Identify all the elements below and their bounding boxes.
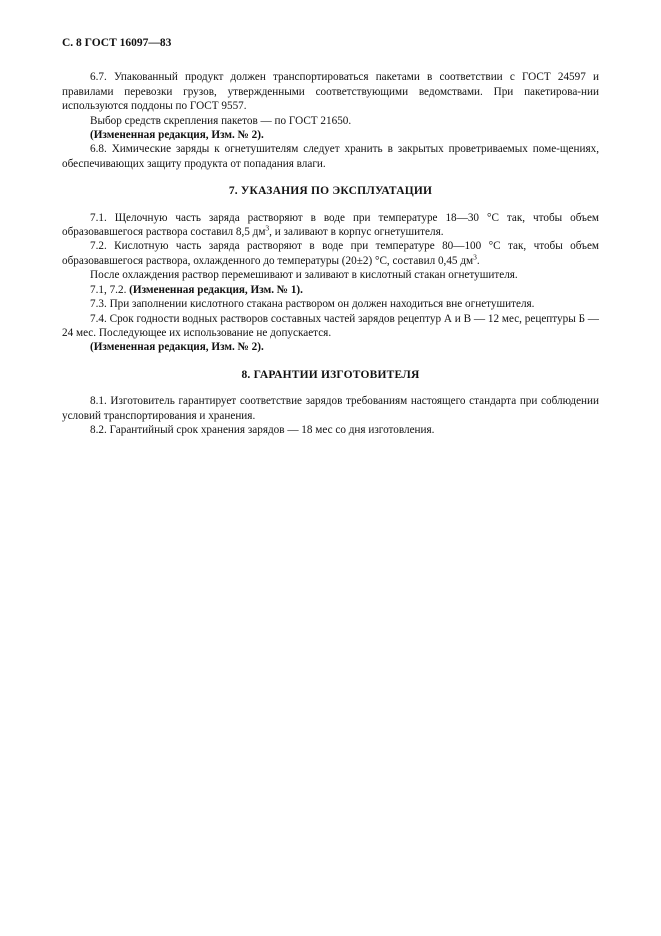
page-header: С. 8 ГОСТ 16097—83 <box>62 37 172 49</box>
paragraph-6-8: 6.8. Химические заряды к огнетушителям следует хранить в закрытых проветриваемых поме-щениях, обеспечивающих защиту продукта от попадания влаги. <box>62 143 599 170</box>
amendment-text: (Измененная редакция, Изм. № 1). <box>129 283 303 296</box>
paragraph-fasteners: Выбор средств скрепления пакетов — по ГОСТ 21650. <box>90 114 352 127</box>
paragraph-7-2-text: 7.2. Кислотную часть заряда растворяют в воде при температуре 80—100 °С так, чтобы объем образовавшегося раствора, охлажденного до температуры (20±2) °С, составил 0,45 дм <box>62 240 599 267</box>
amendment-note-7-1 <box>62 283 599 297</box>
paragraph-after-cooling: После охлаждения раствор перемешивают и заливают в кислотный стакан огнетушителя. <box>90 269 518 282</box>
paragraph-7-3: 7.3. При заполнении кислотного стакана раствором он должен находиться вне огнетушителя. <box>90 298 535 311</box>
paragraph-8-2: 8.2. Гарантийный срок хранения зарядов — 18 мес со дня изготовления. <box>90 423 435 436</box>
superscript-3: 3 <box>265 223 270 233</box>
paragraph-6-7: 6.7. Упакованный продукт должен транспортироваться пакетами в соответствии с ГОСТ 24597 и правилами перевозки грузов, утвержденными соответствующими ведомствами. При пакетирова-нии используются поддоны по ГОСТ 9557. <box>62 71 599 113</box>
paragraph-7-4: 7.4. Срок годности водных растворов составных частей зарядов рецептур А и В — 12 мес, рецептуры Б — 24 мес. Последующее их использование не допускается. <box>62 312 599 339</box>
paragraph-7-2-tail: . <box>476 254 480 267</box>
paragraph-7-1-text: 7.1. Щелочную часть заряда растворяют в воде при температуре 18—30 °С так, чтобы объем образовавшегося раствора составил 8,5 дм <box>62 211 599 239</box>
document-page <box>62 36 599 437</box>
paragraph-7-2 <box>62 239 599 268</box>
amendment-note-2: (Измененная редакция, Изм. № 2). <box>90 341 264 354</box>
paragraph-7-1 <box>62 211 599 240</box>
amendment-prefix: 7.1, 7.2. <box>90 283 127 296</box>
paragraph-7-1-tail: , и заливают в корпус огнетушителя. <box>269 226 444 239</box>
amendment-note-1: (Измененная редакция, Изм. № 2). <box>90 129 264 142</box>
superscript-3: 3 <box>473 252 477 262</box>
section-8-title: 8. ГАРАНТИИ ИЗГОТОВИТЕЛЯ <box>241 368 420 381</box>
paragraph-8-1: 8.1. Изготовитель гарантирует соответствие зарядов требованиям настоящего стандарта при соблюдении условий транспортирования и хранения. <box>62 395 599 422</box>
section-7-title: 7. УКАЗАНИЯ ПО ЭКСПЛУАТАЦИИ <box>228 185 433 198</box>
